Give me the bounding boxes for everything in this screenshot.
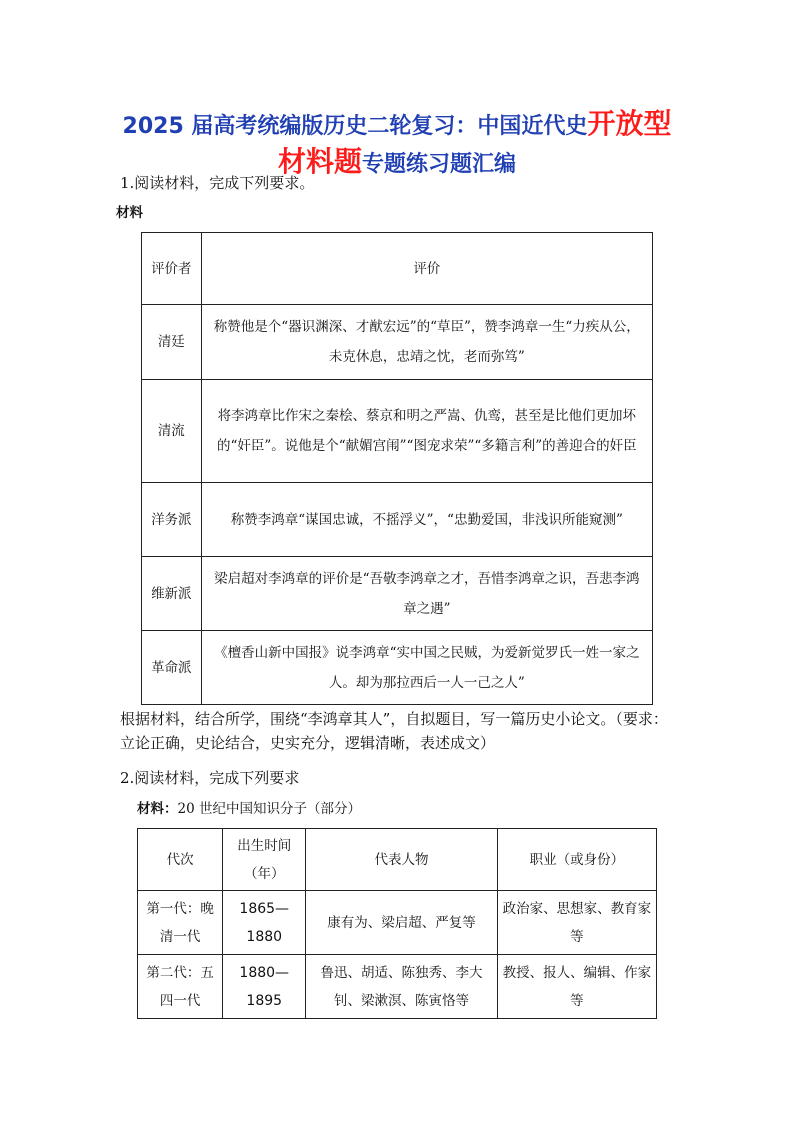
representatives-cell: 康有为、梁启超、严复等 xyxy=(306,891,497,955)
table-header-row xyxy=(142,233,653,305)
table-row xyxy=(142,305,653,380)
table-row xyxy=(138,891,657,955)
table-header-row xyxy=(138,829,657,891)
title-blue-part: 2025 届高考统编版历史二轮复习：中国近代史 xyxy=(122,114,588,139)
q1-prompt: 1.阅读材料，完成下列要求。 xyxy=(120,174,315,192)
generation-cell: 第一代：晚清一代 xyxy=(138,891,223,955)
table-row xyxy=(142,557,653,631)
q1-task: 根据材料，结合所学，围绕“李鸿章其人”，自拟题目，写一篇历史小论文。（要求：立论正确，史论结合，史实充分，逻辑清晰，表述成文） xyxy=(120,710,668,752)
evaluation-cell: 《檀香山新中国报》说李鸿章“实中国之民贼，为爱新觉罗氏一姓一家之人。却为那拉西后一人一己之人” xyxy=(201,631,652,705)
q2-prompt: 2.阅读材料，完成下列要求 xyxy=(120,769,300,787)
header-cell: 代表人物 xyxy=(306,829,497,891)
occupation-cell: 教授、报人、编辑、作家等 xyxy=(497,955,656,1019)
header-cell: 出生时间（年） xyxy=(223,829,306,891)
q2-intellectuals-table xyxy=(137,828,657,1019)
header-cell: 职业（或身份） xyxy=(497,829,656,891)
table-row xyxy=(142,631,653,705)
q2-material-label: 材料： xyxy=(137,801,178,817)
representatives-cell: 鲁迅、胡适、陈独秀、李大钊、梁漱溟、陈寅恪等 xyxy=(306,955,497,1019)
evaluation-cell: 将李鸿章比作宋之秦桧、蔡京和明之严嵩、仇鸾，甚至是比他们更加坏的“奸臣”。说他是个“献媚宫闱”“图宠求荣”“多籍言利”的善迎合的奸臣 xyxy=(201,380,652,483)
q1-material-label: 材料 xyxy=(116,205,143,221)
table-row xyxy=(142,380,653,483)
doc-title-line1 xyxy=(0,102,794,142)
table-row xyxy=(142,483,653,557)
header-cell: 评价者 xyxy=(142,233,202,305)
title-red-part: 开放型 xyxy=(587,107,672,140)
q1-evaluation-table xyxy=(141,232,653,705)
header-cell: 代次 xyxy=(138,829,223,891)
q2-material-caption: 20 世纪中国知识分子（部分） xyxy=(177,801,361,817)
evaluation-cell: 梁启超对李鸿章的评价是“吾敬李鸿章之才，吾惜李鸿章之识，吾悲李鸿章之遇” xyxy=(201,557,652,631)
evaluator-cell: 维新派 xyxy=(142,557,202,631)
evaluator-cell: 清廷 xyxy=(142,305,202,380)
birth-years-cell: 1865—1880 xyxy=(223,891,306,955)
title-blue-part-2: 专题练习题汇编 xyxy=(362,152,517,177)
evaluation-cell: 称赞李鸿章“谋国忠诚，不摇浮义”，“忠勤爱国，非浅识所能窥测” xyxy=(201,483,652,557)
table-row xyxy=(138,955,657,1019)
generation-cell: 第二代：五四一代 xyxy=(138,955,223,1019)
evaluator-cell: 革命派 xyxy=(142,631,202,705)
q2-material xyxy=(137,797,361,821)
birth-years-cell: 1880—1895 xyxy=(223,955,306,1019)
occupation-cell: 政治家、思想家、教育家等 xyxy=(497,891,656,955)
evaluation-cell: 称赞他是个“器识渊深、才猷宏远”的“草臣”，赞李鸿章一生“力疾从公，未克休息，忠靖之忱，老而弥笃” xyxy=(201,305,652,380)
evaluator-cell: 洋务派 xyxy=(142,483,202,557)
title-red-part-2: 材料题 xyxy=(277,145,362,178)
evaluator-cell: 清流 xyxy=(142,380,202,483)
header-cell: 评价 xyxy=(201,233,652,305)
